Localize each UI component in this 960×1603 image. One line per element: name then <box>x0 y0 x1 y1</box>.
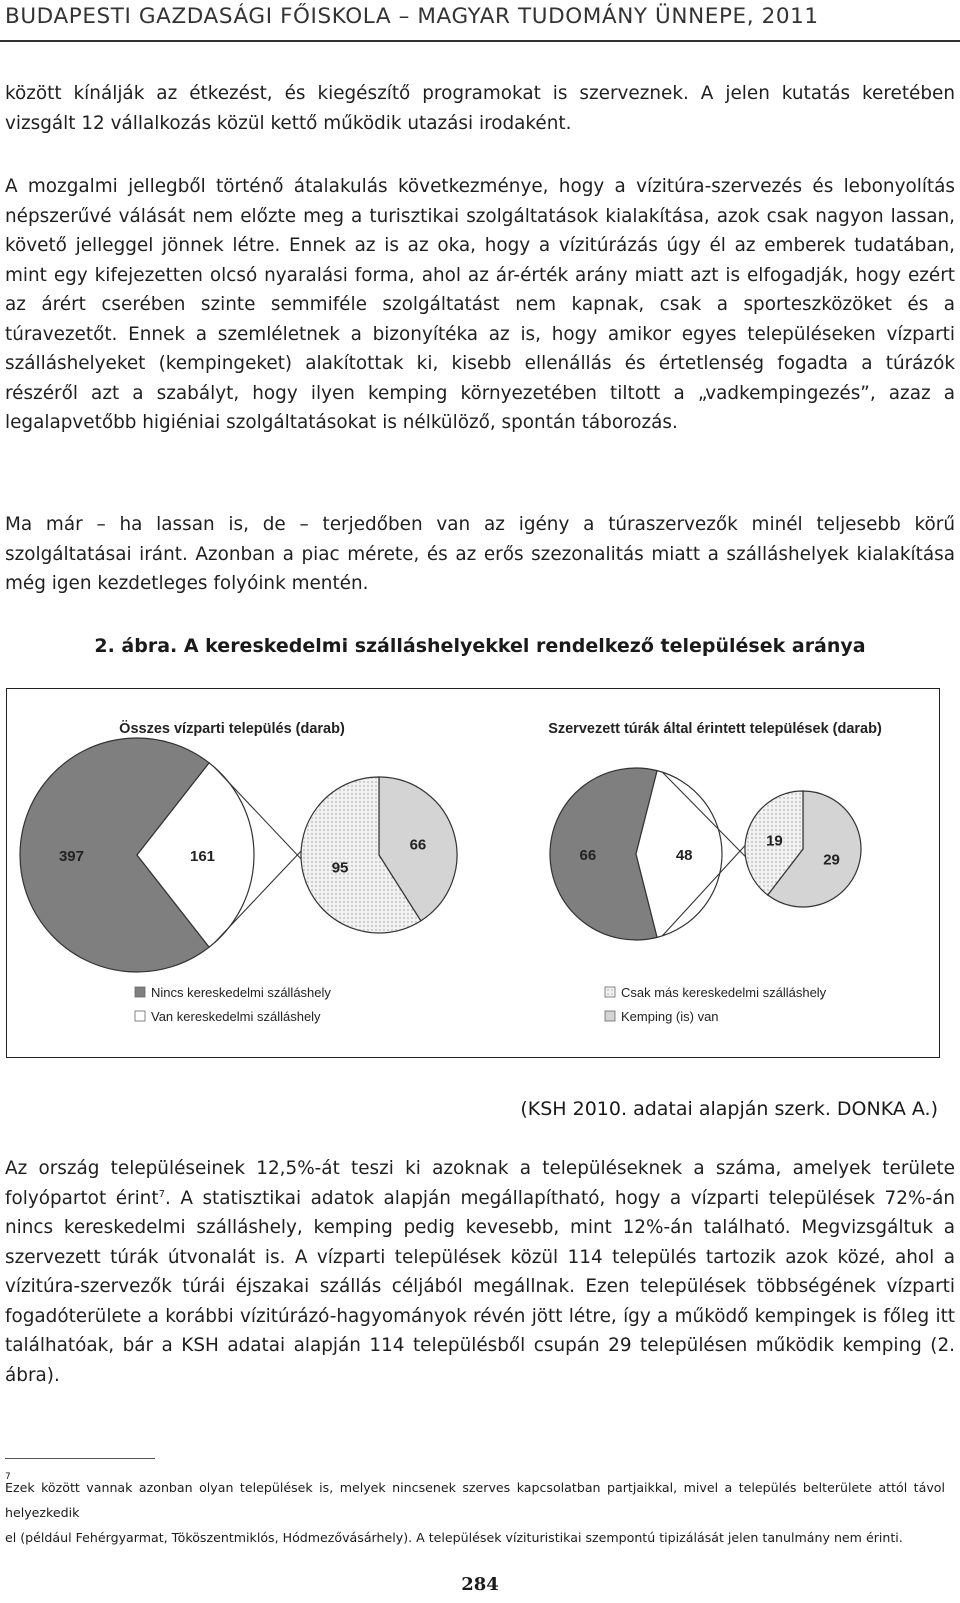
pie-1-breakdown-label-1: 29 <box>823 851 840 869</box>
footnote <box>5 1475 945 1550</box>
paragraph-1 <box>5 79 955 138</box>
pie-0-label-0: 397 <box>58 848 84 865</box>
footnote-reference[interactable]: 7 <box>158 1188 165 1200</box>
legend-swatch-right-0 <box>605 987 615 997</box>
figure-source: (KSH 2010. adatai alapján szerk. DONKA A.) <box>520 1098 938 1120</box>
paragraph-3 <box>5 510 955 599</box>
paragraph-3-text: Ma már – ha lassan is, de – terjedőben van az igény a túraszervezők minél teljesebb körű szolgáltatásai iránt. Azonban a piac mérete, és az erős szezonalitás miatt a szálláshelyek kialakítása még igen kezdetleges folyóink mentén. <box>5 514 955 594</box>
legend-label-left-0: Nincs kereskedelmi szálláshely <box>151 985 331 1000</box>
legend-label-right-1: Kemping (is) van <box>621 1009 719 1024</box>
pie-1-label-1: 48 <box>675 847 693 864</box>
figure-box <box>6 688 940 1058</box>
paragraph-2-text: A mozgalmi jellegből történő átalakulás következménye, hogy a vízitúra-szervezés és lebonyolítás népszerűvé válását nem előzte meg a turisztikai szolgáltatások kialakítása, azok csak nagyon lassan, követő jelleggel jönnek létre. Ennek az is az oka, hogy a vízitúrázás úgy él az emberek tudatában, mint egy kifejezetten olcsó nyaralási forma, ahol az ár-érték arány miatt azt is elfogadják, hogy ezért az árért cserében szinte semmiféle szolgáltatást nem kapnak, csak a sporteszközöket és a túravezetőt. Ennek a szemléletnek a bizonyítéka az is, hogy amikor egyes településeken vízparti szálláshelyeket (kempingeket) alakítottak ki, kisebb ellenállás és értetlenség fogadta a túrázók részéről azt a szabályt, hogy ilyen kemping környezetében tiltott a „vadkempingezés”, azaz a legalapvetőbb higiéniai szolgáltatásokat is nélkülöző, spontán táborozás. <box>5 176 955 433</box>
footnote-mark: 7 <box>5 1472 11 1482</box>
legend-swatch-left-0 <box>135 987 145 997</box>
legend-label-left-1: Van kereskedelmi szálláshely <box>151 1009 321 1024</box>
paragraph-4-text <box>5 1154 955 1390</box>
running-header: BUDAPESTI GAZDASÁGI FŐISKOLA – MAGYAR TUDOMÁNY ÜNNEPE, 2011 <box>5 4 819 29</box>
legend <box>135 985 827 1024</box>
footnote-rule <box>5 1458 155 1459</box>
charts-layer <box>20 738 861 972</box>
paragraph-4 <box>5 1154 955 1390</box>
paragraph-4-part-1: Az ország településeinek 12,5%-át teszi ki azoknak a településeknek a száma, amelyek területe folyópartot érint <box>5 1158 955 1209</box>
chart-title-right: Szervezett túrák által érintett települések (darab) <box>548 721 882 737</box>
footnote-line-2: el (például Fehérgyarmat, Tököszentmiklós, Hódmezővásárhely). A települések vízituristikai szempontú tipizálását jelen tanulmány nem érinti. <box>5 1530 903 1545</box>
header-rule <box>0 40 960 42</box>
legend-swatch-left-1 <box>135 1011 145 1021</box>
page-number: 284 <box>461 1574 499 1595</box>
pie-1-breakdown-label-0: 19 <box>766 832 783 850</box>
paragraph-1-text: között kínálják az étkezést, és kiegészítő programokat is szerveznek. A jelen kutatás keretében vizsgált 12 vállalkozás közül kettő működik utazási irodaként. <box>5 83 955 134</box>
paragraph-4-part-2: . A statisztikai adatok alapján megállapítható, hogy a vízparti települések 72%-án nincs kereskedelmi szálláshely, kemping pedig kevesebb, mint 12%-án található. Megvizsgáltuk a szervezett túrák útvonalát is. A vízparti települések közül 114 település tartozik azok közé, ahol a vízitúra-szervezők túrái éjszakai szállás céljából megállnak. Ezen települések többségének vízparti fogadóterülete a korábbi vízitúrázó-hagyományok révén jött létre, így a működő kempingek is főleg itt találhatóak, bár a KSH adatai alapján 114 településből csupán 29 településen működik kemping (2. ábra). <box>5 1187 955 1386</box>
chart-title-left: Összes vízparti település (darab) <box>119 721 345 737</box>
figure-title: 2. ábra. A kereskedelmi szálláshelyekkel rendelkező települések aránya <box>94 635 866 657</box>
paragraph-2 <box>5 172 955 438</box>
pie-0-label-1: 161 <box>190 848 216 865</box>
legend-label-right-0: Csak más kereskedelmi szálláshely <box>621 985 827 1000</box>
footnote-line-1: Ezek között vannak azonban olyan települések is, melyek nincsenek szerves kapcsolatban partjaikkal, mivel a település belterülete attól távol helyezkedik <box>5 1480 945 1520</box>
pie-0-breakdown-label-1: 66 <box>409 836 427 854</box>
pie-charts <box>7 689 938 1056</box>
pie-0-breakdown-label-0: 95 <box>331 859 349 877</box>
legend-swatch-right-1 <box>605 1011 615 1021</box>
pie-1-label-0: 66 <box>579 847 597 864</box>
